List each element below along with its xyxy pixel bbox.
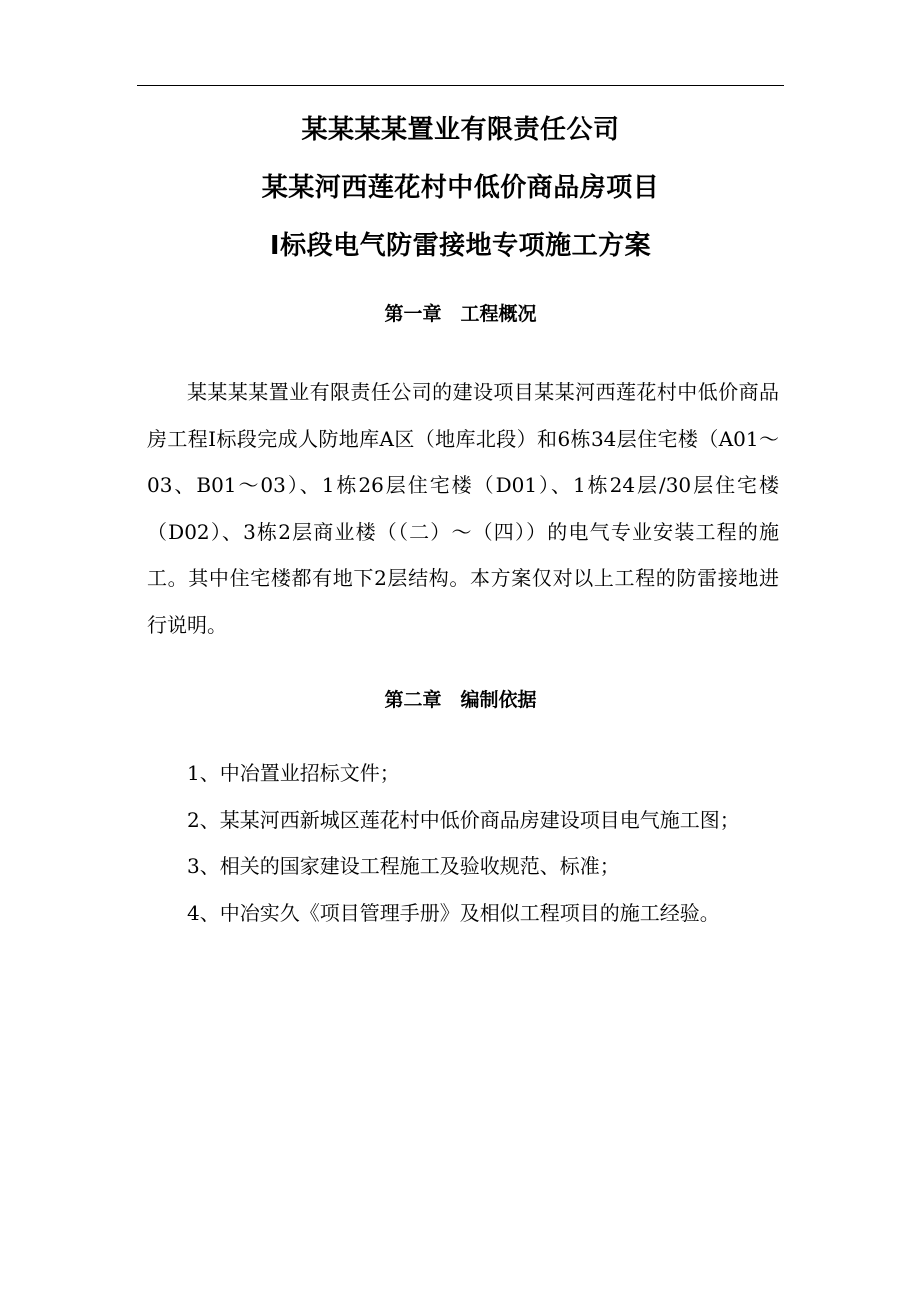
project-title: 某某河西莲花村中低价商品房项目 — [261, 173, 660, 203]
list-item: 2、某某河西新城区莲花村中低价商品房建设项目电气施工图； — [187, 807, 740, 832]
chapter-2-heading: 第二章 编制依据 — [384, 689, 537, 711]
list-item: 3、相关的国家建设工程施工及验收规范、标准； — [187, 854, 620, 878]
company-title: 某某某某置业有限责任公司 — [301, 115, 620, 145]
list-item: 4、中冶实久《项目管理手册》及相似工程项目的施工经验。 — [187, 900, 720, 925]
chapter-1-heading: 第一章 工程概况 — [384, 303, 537, 325]
plan-title: Ⅰ标段电气防雷接地专项施工方案 — [269, 231, 652, 261]
basis-list — [187, 750, 787, 936]
list-item: 1、中冶置业招标文件； — [187, 761, 400, 785]
header-rule — [137, 85, 784, 86]
chapter-1-paragraph: 某某某某置业有限责任公司的建设项目某某河西莲花村中低价商品房工程Ⅰ标段完成人防地库A区（地库北段）和6栋34层住宅楼（A01～03、B01～03）、1栋26层住宅楼（D01）、1栋24层/30层住宅楼（D02）、3栋2层商业楼（（二）～（四））的电气专业安装工程的施工。其中住宅楼都有地下2层结构。本方案仅对以上工程的防雷接地进行说明。 — [147, 380, 779, 637]
